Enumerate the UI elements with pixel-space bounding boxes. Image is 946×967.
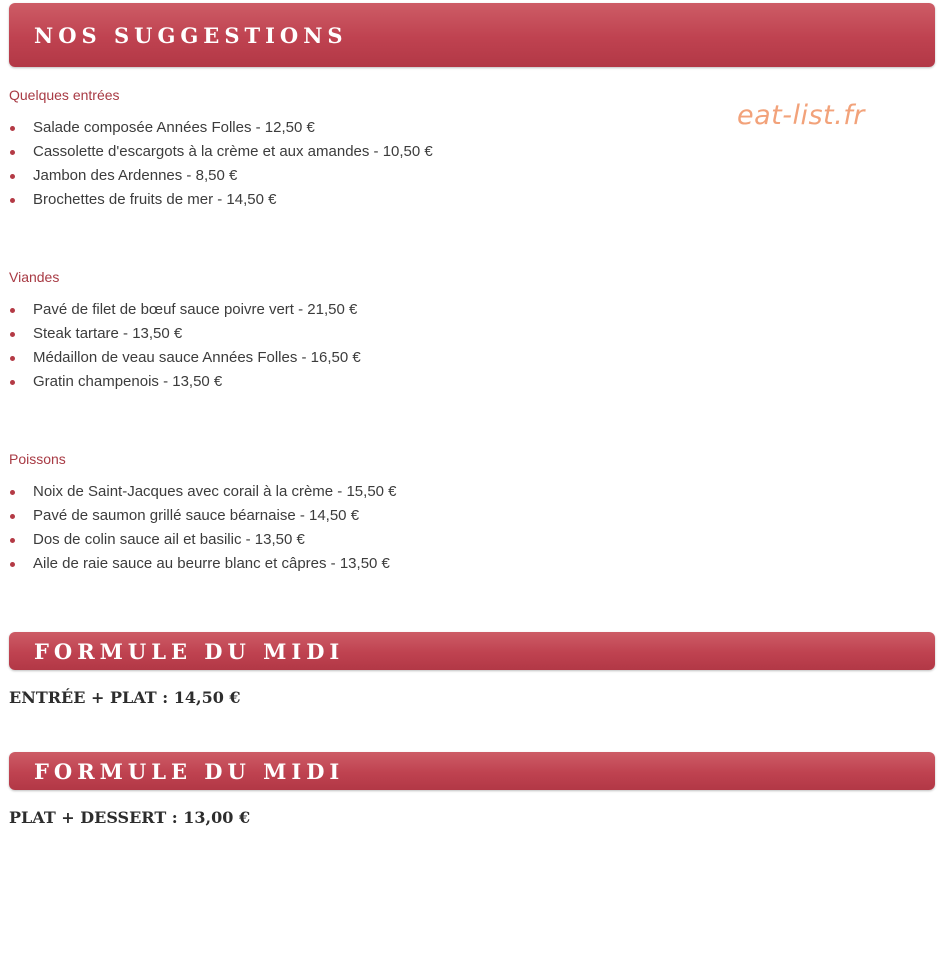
formule-price: PLAT + DESSERT : 13,00 € xyxy=(9,808,251,827)
list-item xyxy=(9,140,433,164)
formule-title: FORMULE DU MIDI xyxy=(34,638,345,664)
bullet-icon xyxy=(10,332,15,337)
list-item xyxy=(9,528,397,552)
list-item xyxy=(9,346,361,370)
dish-label: Cassolette d'escargots à la crème et aux amandes - 10,50 € xyxy=(33,143,433,160)
bullet-icon xyxy=(10,308,15,313)
bullet-icon xyxy=(10,126,15,131)
dish-label: Steak tartare - 13,50 € xyxy=(33,325,183,342)
bullet-icon xyxy=(10,380,15,385)
section-label-poissons: Poissons xyxy=(9,451,66,467)
list-item xyxy=(9,480,397,504)
list-item xyxy=(9,116,433,140)
entrees-list xyxy=(9,116,433,212)
section-label-entrees: Quelques entrées xyxy=(9,87,120,103)
dish-label: Aile de raie sauce au beurre blanc et câpres - 13,50 € xyxy=(33,555,390,572)
dish-label: Dos de colin sauce ail et basilic - 13,50 € xyxy=(33,531,305,548)
bullet-icon xyxy=(10,356,15,361)
formule-title: FORMULE DU MIDI xyxy=(34,758,345,784)
viandes-list xyxy=(9,298,361,394)
bullet-icon xyxy=(10,198,15,203)
dish-label: Médaillon de veau sauce Années Folles - 16,50 € xyxy=(33,349,361,366)
list-item xyxy=(9,552,397,576)
dish-label: Brochettes de fruits de mer - 14,50 € xyxy=(33,191,277,208)
formule-midi-banner xyxy=(9,632,935,670)
dish-label: Noix de Saint-Jacques avec corail à la crème - 15,50 € xyxy=(33,483,397,500)
dish-label: Pavé de saumon grillé sauce béarnaise - 14,50 € xyxy=(33,507,360,524)
dish-label: Jambon des Ardennes - 8,50 € xyxy=(33,167,238,184)
list-item xyxy=(9,322,361,346)
bullet-icon xyxy=(10,490,15,495)
formule-midi-banner xyxy=(9,752,935,790)
bullet-icon xyxy=(10,174,15,179)
bullet-icon xyxy=(10,538,15,543)
list-item xyxy=(9,370,361,394)
list-item xyxy=(9,504,397,528)
list-item xyxy=(9,164,433,188)
bullet-icon xyxy=(10,562,15,567)
suggestions-title: NOS SUGGESTIONS xyxy=(34,22,348,48)
suggestions-banner xyxy=(9,3,935,67)
eat-list-watermark: eat-list.fr xyxy=(737,100,865,131)
dish-label: Pavé de filet de bœuf sauce poivre vert - 21,50 € xyxy=(33,301,358,318)
dish-label: Salade composée Années Folles - 12,50 € xyxy=(33,119,315,136)
bullet-icon xyxy=(10,150,15,155)
poissons-list xyxy=(9,480,397,576)
list-item xyxy=(9,298,361,322)
list-item xyxy=(9,188,433,212)
section-label-viandes: Viandes xyxy=(9,269,60,285)
formule-price: ENTRÉE + PLAT : 14,50 € xyxy=(9,688,241,707)
dish-label: Gratin champenois - 13,50 € xyxy=(33,373,223,390)
bullet-icon xyxy=(10,514,15,519)
